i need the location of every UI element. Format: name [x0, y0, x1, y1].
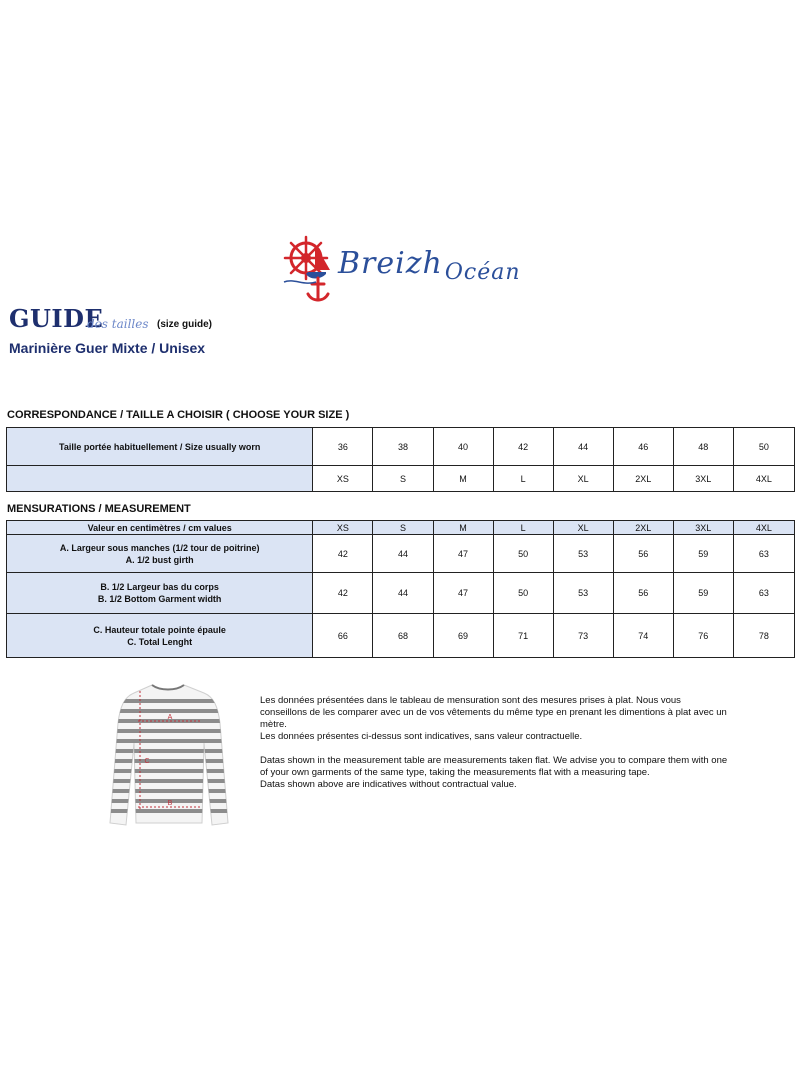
measurement-label-fr: B. 1/2 Largeur bas du corps	[100, 582, 219, 592]
brand-name-part1: Breizh	[338, 246, 443, 281]
letter-size-cell: S	[373, 466, 433, 492]
measurement-cell: 73	[553, 614, 613, 658]
note-fr-1: Les données présentées dans le tableau de mensuration sont des mesures prises à plat. Nous vous conseillons de les comparer avec un de vos vêtements du même type en prenant les dimentions à plat avec un mètre.	[260, 695, 727, 730]
usual-size-cell: 42	[493, 428, 553, 466]
note-fr-2: Les données présentes ci-dessus sont indicatives, sans valeur contractuelle.	[260, 731, 583, 742]
measurement-size-header: 4XL	[733, 521, 794, 535]
usual-size-cell: 36	[313, 428, 373, 466]
measurement-label-en: B. 1/2 Bottom Garment width	[97, 594, 222, 604]
letter-size-label-empty	[7, 466, 313, 492]
measurement-cell: 66	[313, 614, 373, 658]
usual-size-cell: 46	[613, 428, 673, 466]
measurement-header-row	[7, 521, 795, 535]
measure-label-a: A	[167, 714, 173, 721]
usual-size-cell: 44	[553, 428, 613, 466]
measurement-cell: 69	[433, 614, 493, 658]
measurement-cell: 44	[373, 573, 433, 614]
measurement-row-c	[7, 614, 795, 658]
measurement-cell: 47	[433, 573, 493, 614]
measurement-cell: 63	[733, 535, 794, 573]
measurement-size-header: XL	[553, 521, 613, 535]
measure-label-c: C	[144, 758, 150, 765]
size-section-title: CORRESPONDANCE / TAILLE A CHOISIR ( CHOOSE YOUR SIZE )	[7, 409, 350, 421]
measurement-cell: 78	[733, 614, 794, 658]
measurement-row-b	[7, 573, 795, 614]
measurement-cell: 50	[493, 573, 553, 614]
measurement-label-fr: A. Largeur sous manches (1/2 tour de poitrine)	[59, 542, 260, 553]
measurement-label-fr: C. Hauteur totale pointe épaule	[93, 624, 226, 635]
measurement-row-a	[7, 535, 795, 573]
guide-subtitle-fr: des tailles	[87, 317, 149, 331]
measurement-cell: 53	[553, 573, 613, 614]
usual-size-cell: 48	[673, 428, 733, 466]
measurement-cell: 76	[673, 614, 733, 658]
measurement-cell: 59	[673, 573, 733, 614]
brand-name-part2: Océan	[444, 260, 521, 285]
measurement-row-c-label	[7, 614, 313, 658]
measurement-size-header: 3XL	[673, 521, 733, 535]
note-en-2: Datas shown above are indicatives without contractual value.	[260, 779, 517, 790]
measurement-size-header: XS	[313, 521, 373, 535]
letter-size-cell: 4XL	[733, 466, 794, 492]
measurement-size-header: L	[493, 521, 553, 535]
usual-size-cell: 40	[433, 428, 493, 466]
measurement-header-label: Valeur en centimètres / cm values	[7, 521, 313, 535]
measurement-notes	[260, 695, 730, 791]
measurement-size-header: M	[433, 521, 493, 535]
product-title: Marinière Guer Mixte / Unisex	[9, 340, 206, 356]
measurement-row-a-label	[7, 535, 313, 573]
measurement-cell: 42	[313, 535, 373, 573]
brand-logo	[282, 234, 522, 304]
measurement-cell: 68	[373, 614, 433, 658]
size-correspondence-table	[6, 427, 795, 492]
measurement-section-title: MENSURATIONS / MEASUREMENT	[7, 503, 191, 515]
guide-subtitle-en: (size guide)	[157, 319, 213, 330]
measurement-label-en: C. Total Lenght	[127, 636, 193, 647]
measurement-cell: 74	[613, 614, 673, 658]
striped-shirt-icon	[100, 683, 240, 828]
measurement-cell: 56	[613, 535, 673, 573]
measurement-table	[6, 520, 795, 658]
measurement-size-header: S	[373, 521, 433, 535]
measurement-cell: 59	[673, 535, 733, 573]
letter-size-cell: L	[493, 466, 553, 492]
measure-label-b: B	[167, 800, 173, 807]
usual-size-cell: 50	[733, 428, 794, 466]
measurement-row-b-label	[7, 573, 313, 614]
measurement-cell: 47	[433, 535, 493, 573]
letter-size-cell: 2XL	[613, 466, 673, 492]
letter-size-cell: XS	[313, 466, 373, 492]
usual-size-cell: 38	[373, 428, 433, 466]
measurement-cell: 71	[493, 614, 553, 658]
letter-size-cell: XL	[553, 466, 613, 492]
measurement-cell: 42	[313, 573, 373, 614]
shirt-illustration	[100, 683, 240, 828]
letter-size-cell: M	[433, 466, 493, 492]
measurement-label-en: A. 1/2 bust girth	[125, 554, 194, 565]
measurement-cell: 63	[733, 573, 794, 614]
letter-size-cell: 3XL	[673, 466, 733, 492]
measurement-cell: 50	[493, 535, 553, 573]
ship-wheel-anchor-icon	[282, 234, 342, 304]
usual-size-label: Taille portée habituellement / Size usually worn	[7, 428, 313, 466]
letter-size-row	[7, 466, 795, 492]
guide-title: GUIDE	[9, 304, 104, 333]
measurement-cell: 44	[373, 535, 433, 573]
brand-wordmark	[338, 246, 521, 285]
measurement-size-header: 2XL	[613, 521, 673, 535]
note-en-1: Datas shown in the measurement table are measurements taken flat. We advise you to compare them with one of your own garments of the same type, taking the measurements flat with a measuring tape.	[260, 755, 728, 778]
usual-size-row	[7, 428, 795, 466]
measurement-cell: 56	[613, 573, 673, 614]
measurement-cell: 53	[553, 535, 613, 573]
